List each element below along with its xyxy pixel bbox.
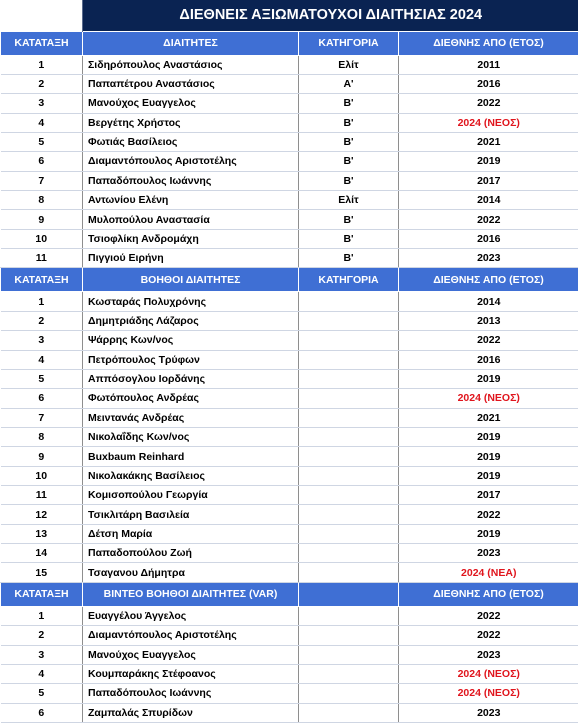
category-cell: Β' bbox=[299, 171, 399, 190]
category-cell bbox=[299, 427, 399, 446]
table-row bbox=[1, 645, 578, 664]
name-cell: Παπαδοπούλου Ζωή bbox=[83, 544, 299, 563]
year-cell: 2019 bbox=[399, 152, 578, 171]
rank-cell: 8 bbox=[1, 191, 83, 210]
category-cell: Α' bbox=[299, 74, 399, 93]
year-cell: 2016 bbox=[399, 74, 578, 93]
rank-cell: 6 bbox=[1, 703, 83, 722]
rank-cell: 7 bbox=[1, 171, 83, 190]
category-cell: Β' bbox=[299, 113, 399, 132]
name-cell: Διαμαντόπουλος Αριστοτέλης bbox=[83, 626, 299, 645]
rank-cell: 9 bbox=[1, 447, 83, 466]
name-cell: Φωτιάς Βασίλειος bbox=[83, 132, 299, 151]
rank-cell: 11 bbox=[1, 249, 83, 268]
name-cell: Κουμπαράκης Στέφοανος bbox=[83, 664, 299, 683]
category-cell bbox=[299, 606, 399, 625]
category-cell: Β' bbox=[299, 94, 399, 113]
table-row bbox=[1, 505, 578, 524]
category-cell: Β' bbox=[299, 249, 399, 268]
year-cell: 2016 bbox=[399, 350, 578, 369]
name-cell: Κωσταράς Πολυχρόνης bbox=[83, 292, 299, 311]
category-cell bbox=[299, 505, 399, 524]
category-cell bbox=[299, 645, 399, 664]
year-cell: 2017 bbox=[399, 486, 578, 505]
name-cell: Μανούχος Ευαγγελος bbox=[83, 94, 299, 113]
name-cell: Μανούχος Ευαγγελος bbox=[83, 645, 299, 664]
name-cell: Νικολακάκης Βασίλειος bbox=[83, 466, 299, 485]
table-row bbox=[1, 563, 578, 582]
name-cell: Μυλοπούλου Αναστασία bbox=[83, 210, 299, 229]
rank-cell: 15 bbox=[1, 563, 83, 582]
title-row bbox=[1, 0, 578, 31]
name-cell: Παπαπέτρου Αναστάσιος bbox=[83, 74, 299, 93]
table-row bbox=[1, 94, 578, 113]
table-row bbox=[1, 292, 578, 311]
table-row bbox=[1, 331, 578, 350]
year-cell: 2024 (ΝΕΟΣ) bbox=[399, 664, 578, 683]
name-cell: Μειντανάς Ανδρέας bbox=[83, 408, 299, 427]
category-cell bbox=[299, 486, 399, 505]
category-cell bbox=[299, 466, 399, 485]
year-cell: 2022 bbox=[399, 505, 578, 524]
section-header-row bbox=[1, 31, 578, 55]
category-cell: Β' bbox=[299, 229, 399, 248]
header-year: ΔΙΕΘΝΗΣ ΑΠΟ (ΕΤΟΣ) bbox=[399, 582, 578, 606]
header-category bbox=[299, 582, 399, 606]
table-row bbox=[1, 113, 578, 132]
header-rank: ΚΑΤΑΤΑΞΗ bbox=[1, 31, 83, 55]
category-cell bbox=[299, 626, 399, 645]
page-title: ΔΙΕΘΝΕΙΣ ΑΞΙΩΜΑΤΟΥΧΟΙ ΔΙΑΙΤΗΣΙΑΣ 2024 bbox=[83, 0, 578, 31]
title-spacer bbox=[1, 0, 83, 31]
name-cell: Βεργέτης Χρήστος bbox=[83, 113, 299, 132]
table-row bbox=[1, 664, 578, 683]
year-cell: 2019 bbox=[399, 466, 578, 485]
name-cell: Φωτόπουλος Ανδρέας bbox=[83, 389, 299, 408]
rank-cell: 4 bbox=[1, 113, 83, 132]
year-cell: 2022 bbox=[399, 606, 578, 625]
year-cell: 2014 bbox=[399, 191, 578, 210]
header-year: ΔΙΕΘΝΗΣ ΑΠΟ (ΕΤΟΣ) bbox=[399, 31, 578, 55]
year-cell: 2024 (ΝΕΟΣ) bbox=[399, 113, 578, 132]
rank-cell: 10 bbox=[1, 466, 83, 485]
name-cell: Δημητριάδης Λάζαρος bbox=[83, 311, 299, 330]
table-row bbox=[1, 74, 578, 93]
category-cell bbox=[299, 311, 399, 330]
table-row bbox=[1, 447, 578, 466]
header-rank: ΚΑΤΑΤΑΞΗ bbox=[1, 582, 83, 606]
rank-cell: 1 bbox=[1, 55, 83, 74]
table-row bbox=[1, 427, 578, 446]
header-year: ΔΙΕΘΝΗΣ ΑΠΟ (ΕΤΟΣ) bbox=[399, 268, 578, 292]
name-cell: Πετρόπουλος Τρύφων bbox=[83, 350, 299, 369]
table-row bbox=[1, 171, 578, 190]
header-name: ΒΙΝΤΕΟ ΒΟΗΘΟΙ ΔΙΑΙΤΗΤΕΣ (VAR) bbox=[83, 582, 299, 606]
rank-cell: 1 bbox=[1, 606, 83, 625]
category-cell bbox=[299, 292, 399, 311]
category-cell: Β' bbox=[299, 210, 399, 229]
category-cell bbox=[299, 389, 399, 408]
name-cell: Σιδηρόπουλος Αναστάσιος bbox=[83, 55, 299, 74]
table-body bbox=[1, 0, 578, 723]
year-cell: 2017 bbox=[399, 171, 578, 190]
year-cell: 2023 bbox=[399, 645, 578, 664]
name-cell: Αντωνίου Ελένη bbox=[83, 191, 299, 210]
table-row bbox=[1, 210, 578, 229]
category-cell: Β' bbox=[299, 152, 399, 171]
category-cell: Β' bbox=[299, 132, 399, 151]
table-row bbox=[1, 350, 578, 369]
table-row bbox=[1, 132, 578, 151]
table-row bbox=[1, 152, 578, 171]
table-row bbox=[1, 408, 578, 427]
rank-cell: 5 bbox=[1, 369, 83, 388]
table-row bbox=[1, 486, 578, 505]
year-cell: 2016 bbox=[399, 229, 578, 248]
table-row bbox=[1, 626, 578, 645]
rank-cell: 4 bbox=[1, 350, 83, 369]
rank-cell: 2 bbox=[1, 74, 83, 93]
table-row bbox=[1, 606, 578, 625]
header-category: ΚΑΤΗΓΟΡΙΑ bbox=[299, 268, 399, 292]
rank-cell: 6 bbox=[1, 389, 83, 408]
name-cell: Ευαγγέλου Άγγελος bbox=[83, 606, 299, 625]
category-cell bbox=[299, 563, 399, 582]
name-cell: Τσαγανου Δήμητρα bbox=[83, 563, 299, 582]
year-cell: 2011 bbox=[399, 55, 578, 74]
table-row bbox=[1, 524, 578, 543]
year-cell: 2023 bbox=[399, 249, 578, 268]
year-cell: 2024 (ΝΕΟΣ) bbox=[399, 684, 578, 703]
header-name: ΒΟΗΘΟΙ ΔΙΑΙΤΗΤΕΣ bbox=[83, 268, 299, 292]
header-name: ΔΙΑΙΤΗΤΕΣ bbox=[83, 31, 299, 55]
year-cell: 2024 (ΝΕΑ) bbox=[399, 563, 578, 582]
name-cell: Δέτση Μαρία bbox=[83, 524, 299, 543]
year-cell: 2022 bbox=[399, 331, 578, 350]
table-row bbox=[1, 369, 578, 388]
rank-cell: 9 bbox=[1, 210, 83, 229]
table-row bbox=[1, 191, 578, 210]
rank-cell: 8 bbox=[1, 427, 83, 446]
rank-cell: 12 bbox=[1, 505, 83, 524]
year-cell: 2019 bbox=[399, 427, 578, 446]
name-cell: Πιγγιού Ειρήνη bbox=[83, 249, 299, 268]
section-header-row bbox=[1, 582, 578, 606]
name-cell: Buxbaum Reinhard bbox=[83, 447, 299, 466]
header-category: ΚΑΤΗΓΟΡΙΑ bbox=[299, 31, 399, 55]
name-cell: Τσιοφλίκη Ανδρομάχη bbox=[83, 229, 299, 248]
name-cell: Νικολαΐδης Κων/νος bbox=[83, 427, 299, 446]
year-cell: 2023 bbox=[399, 544, 578, 563]
category-cell: Ελίτ bbox=[299, 191, 399, 210]
rank-cell: 7 bbox=[1, 408, 83, 427]
name-cell: Κομισοπούλου Γεωργία bbox=[83, 486, 299, 505]
year-cell: 2019 bbox=[399, 524, 578, 543]
header-rank: ΚΑΤΑΤΑΞΗ bbox=[1, 268, 83, 292]
table-row bbox=[1, 229, 578, 248]
category-cell bbox=[299, 544, 399, 563]
table-row bbox=[1, 544, 578, 563]
year-cell: 2023 bbox=[399, 703, 578, 722]
rank-cell: 1 bbox=[1, 292, 83, 311]
rank-cell: 13 bbox=[1, 524, 83, 543]
year-cell: 2024 (ΝΕΟΣ) bbox=[399, 389, 578, 408]
table-row bbox=[1, 466, 578, 485]
rank-cell: 3 bbox=[1, 331, 83, 350]
rank-cell: 4 bbox=[1, 664, 83, 683]
rank-cell: 3 bbox=[1, 645, 83, 664]
rank-cell: 10 bbox=[1, 229, 83, 248]
category-cell bbox=[299, 331, 399, 350]
year-cell: 2022 bbox=[399, 210, 578, 229]
rank-cell: 11 bbox=[1, 486, 83, 505]
rank-cell: 14 bbox=[1, 544, 83, 563]
table-row bbox=[1, 249, 578, 268]
year-cell: 2019 bbox=[399, 447, 578, 466]
section-header-row bbox=[1, 268, 578, 292]
category-cell bbox=[299, 524, 399, 543]
name-cell: Διαμαντόπουλος Αριστοτέλης bbox=[83, 152, 299, 171]
name-cell: Ζαμπαλάς Σπυρίδων bbox=[83, 703, 299, 722]
year-cell: 2013 bbox=[399, 311, 578, 330]
category-cell bbox=[299, 350, 399, 369]
table-row bbox=[1, 684, 578, 703]
year-cell: 2022 bbox=[399, 626, 578, 645]
rank-cell: 5 bbox=[1, 132, 83, 151]
year-cell: 2019 bbox=[399, 369, 578, 388]
name-cell: Παπαδόπουλος Ιωάννης bbox=[83, 684, 299, 703]
year-cell: 2021 bbox=[399, 408, 578, 427]
rank-cell: 5 bbox=[1, 684, 83, 703]
table-row bbox=[1, 55, 578, 74]
category-cell: Ελίτ bbox=[299, 55, 399, 74]
rank-cell: 6 bbox=[1, 152, 83, 171]
name-cell: Παπαδόπουλος Ιωάννης bbox=[83, 171, 299, 190]
category-cell bbox=[299, 369, 399, 388]
name-cell: Τσικλιτάρη Βασιλεία bbox=[83, 505, 299, 524]
table-row bbox=[1, 389, 578, 408]
year-cell: 2022 bbox=[399, 94, 578, 113]
rank-cell: 2 bbox=[1, 311, 83, 330]
category-cell bbox=[299, 664, 399, 683]
category-cell bbox=[299, 684, 399, 703]
category-cell bbox=[299, 408, 399, 427]
name-cell: Αππόσογλου Ιορδάνης bbox=[83, 369, 299, 388]
rank-cell: 2 bbox=[1, 626, 83, 645]
table-row bbox=[1, 311, 578, 330]
year-cell: 2014 bbox=[399, 292, 578, 311]
year-cell: 2021 bbox=[399, 132, 578, 151]
rank-cell: 3 bbox=[1, 94, 83, 113]
category-cell bbox=[299, 447, 399, 466]
name-cell: Ψάρρης Κων/νος bbox=[83, 331, 299, 350]
